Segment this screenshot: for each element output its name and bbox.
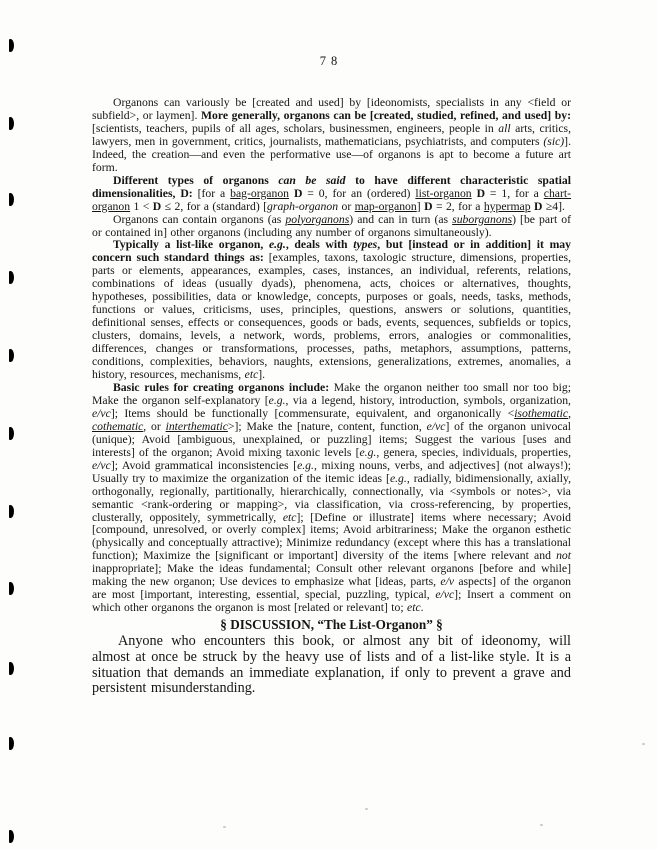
binder-hole-mark [9,830,14,843]
binder-hole-mark [9,582,14,595]
scan-speck [540,824,543,826]
text-block [92,97,571,697]
scan-speck [223,826,226,828]
binder-hole-mark [9,427,14,440]
binder-hole-mark [9,737,14,750]
paragraph: Organons can variously be [created and used] by [ideonomists, specialists in any <field or subfield>, or laymen]. More generally, organons can be [created, studied, refined, and used] by: [scientists, teachers, pupils of all ages, scholars, businessmen, engineers, people in all arts, critics, lawyers, men in government, critics, journalists, mathematicians, psychiatrists, and computers (sic)]. Indeed, the creation—and even the performative use—of organons is apt to become a future art form. [92,96,571,174]
section-heading: § DISCUSSION, “The List-Organon” § [220,617,443,633]
binder-hole-mark [9,662,14,675]
page-number: 78 [319,54,343,68]
binder-hole-mark [9,505,14,518]
scan-speck [642,743,645,745]
binder-hole-mark [9,39,14,52]
binder-hole-mark [9,117,14,130]
binder-hole-mark [9,349,14,362]
paragraph: Organons can contain organons (as polyorganons) and can in turn (as suborganons) [be part of or contained in] other organons (including any number of organons simultaneously). [92,212,571,239]
paragraph: Basic rules for creating organons include: Make the organon neither too small nor too big; Make the organon self-explanatory [e.g., via a legend, history, introduction, symbols, organization, e/vc]; Items should be functionally [commensurate, equivalent, and organonically <isothematic, cothematic, or interthematic>]; Make the [nature, content, function, e/vc] of the organon univocal (unique); Avoid [ambiguous, unexplained, or puzzling] items; Suggest the various [uses and interests] of the organon; Avoid mixing taxonic levels [e.g., genera, species, individuals, properties, e/vc]; Avoid grammatical inconsistencies [e.g., mixing nouns, verbs, and adjectives] (not always!); Usually try to maximize the organization of the itemic ideas [e.g., radially, bidimensionally, axially, orthogonally, regionally, partitionally, hierarchically, connectionally, via <symbols or notes>, via semantic <rank-ordering or mapping>, via classification, via cross-referencing, by properties, clusterally, oppositely, symmetrically, etc]; [Define or illustrate] items where necessary; Avoid [compound, unresolved, or overly complex] items; Avoid arbitrariness; Make the organon esthetic (physically and conceptually attractive); Minimize redundancy (except where this has a translational function); Maximize the [significant or important] diversity of the items [where relevant and not inappropriate]; Make the ideas fundamental; Consult other relevant organons [before and while] making the new organon; Use devices to emphasize what [ideas, parts, e/v aspects] of the organon are most [important, interesting, essential, special, puzzling, typical, e/vc]; Insert a comment on which other organons the organon is most [related or relevant] to; etc. [92,380,572,615]
paragraph: Different types of organons can be said to have different characteristic spatial dimensionalities, D: [for a bag-organon D = 0, for an (ordered) list-organon D = 1, for a chart-organon 1 < D ≤ 2, for a (standard) [graph-organon or map-organon] D = 2, for a hypermap D ≥4]. [92,173,572,213]
scan-speck [365,808,368,810]
binder-hole-mark [9,193,14,206]
binder-hole-mark [9,271,14,284]
paragraph: Typically a list-like organon, e.g., deals with types, but [instead or in addition] it may concern such standard things as: [examples, taxons, taxologic structure, dimensions, properties, parts or elements, appearances, examples, cases, instances, an individual, referents, relations, combinations of ideas (usually dyads), phenomena, acts, choices or alternatives, thoughts, hypotheses, possibilities, data or knowledge, concepts, purposes or goals, needs, tasks, methods, functions or values, criticisms, uses, principles, questions, answers or solutions, quantities, definitional senses, effects or consequences, goods or bads, events, sequences, subfields or topics, clusters, domains, levels, a network, words, problems, errors, analogies or commonalities, differences, changes or transformations, processes, paths, metaphors, assumptions, patterns, conditions, complexities, behaviors, naughts, extensions, generalizations, extremes, anomalies, a history, resources, mechanisms, etc]. [92,238,571,382]
paragraph: Anyone who encounters this book, or almost any bit of ideonomy, will almost at once be struck by the heavy use of lists and of a list-like style. It is a situation that demands an immediate explanation, if only to prevent a grave and persistent misunderstanding. [92,633,571,697]
